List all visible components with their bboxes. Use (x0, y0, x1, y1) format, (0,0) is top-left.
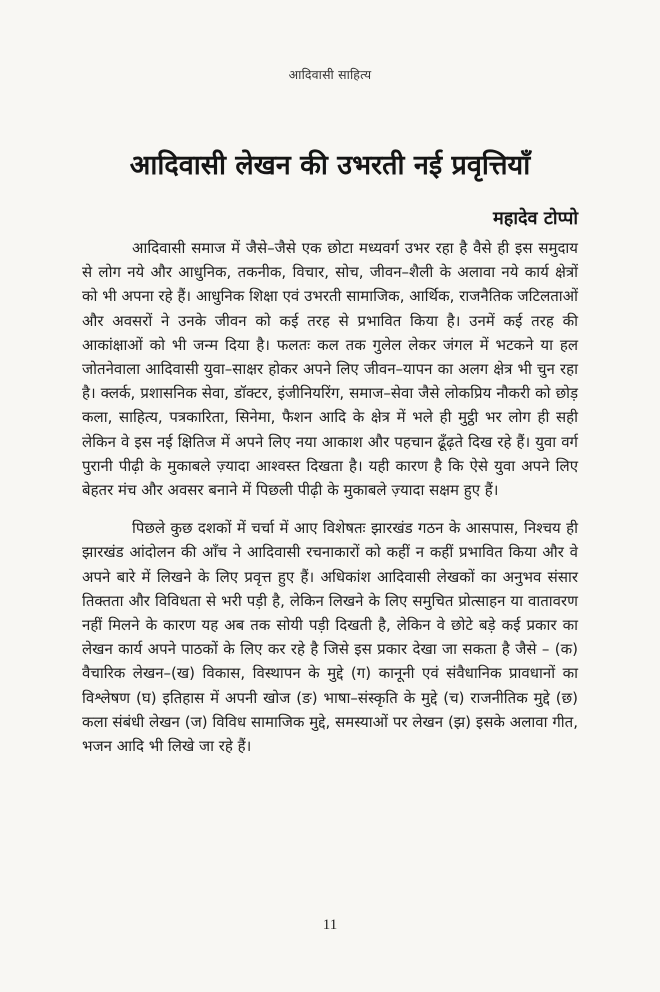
article-body (82, 236, 578, 758)
page-number: 11 (322, 917, 338, 933)
running-header: आदिवासी साहित्य (288, 67, 372, 82)
paragraph-1: आदिवासी समाज में जैसे–जैसे एक छोटा मध्यवर्ग उभर रहा है वैसे ही इस समुदाय से लोग नये और आधुनिक, तकनीक, विचार, सोच, जीवन–शैली के अलावा नये कार्य क्षेत्रों को भी अपना रहे हैं। आधुनिक शिक्षा एवं उभरती सामाजिक, आर्थिक, राजनैतिक जटिलताओं और अवसरों ने उनके जीवन को कई तरह से प्रभावित किया है। उनमें कई तरह की आकांक्षाओं को भी जन्म दिया है। फलतः कल तक गुलेल लेकर जंगल में भटकने या हल जोतनेवाला आदिवासी युवा–साक्षर होकर अपने लिए जीवन–यापन का अलग क्षेत्र भी चुन रहा है। क्लर्क, प्रशासनिक सेवा, डॉक्टर, इंजीनियरिंग, समाज–सेवा जैसे लोकप्रिय नौकरी को छोड़ कला, साहित्य, पत्रकारिता, सिनेमा, फैशन आदि के क्षेत्र में भले ही मुट्ठी भर लोग ही सही लेकिन वे इस नई क्षितिज में अपने लिए नया आकाश और पहचान ढूँढ़ते दिख रहे हैं। युवा वर्ग पुरानी पीढ़ी के मुकाबले ज़्यादा आश्वस्त दिखता है। यही कारण है कि ऐसे युवा अपने लिए बेहतर मंच और अवसर बनाने में पिछली पीढ़ी के मुकाबले ज़्यादा सक्षम हुए हैं। (82, 239, 578, 500)
article-title: आदिवासी लेखन की उभरती नई प्रवृत्तियाँ (129, 150, 531, 181)
author-name: महादेव टोप्पो (493, 208, 578, 229)
paragraph-2: पिछले कुछ दशकों में चर्चा में आए विशेषतः झारखंड गठन के आसपास, निश्चय ही झारखंड आंदोलन की आँच ने आदिवासी रचनाकारों को कहीं न कहीं प्रभावित किया और वे अपने बारे में लिखने के लिए प्रवृत्त हुए हैं। अधिकांश आदिवासी लेखकों का अनुभव संसार तिक्तता और विविधता से भरी पड़ी है, लेकिन लिखने के लिए समुचित प्रोत्साहन या वातावरण नहीं मिलने के कारण यह अब तक सोयी पड़ी दिखती है, लेकिन वे छोटे बड़े कई प्रकार का लेखन कार्य अपने पाठकों के लिए कर रहे है जिसे इस प्रकार देखा जा सकता है जैसे – (क) वैचारिक लेखन–(ख) विकास, विस्थापन के मुद्दे (ग) कानूनी एवं संवैधानिक प्रावधानों का विश्लेषण (घ) इतिहास में अपनी खोज (ङ) भाषा–संस्कृति के मुद्दे (च) राजनीतिक मुद्दे (छ) कला संबंधी लेखन (ज) विविध सामाजिक मुद्दे, समस्याओं पर लेखन (झ) इसके अलावा गीत, भजन आदि भी लिखे जा रहे हैं। (82, 519, 578, 756)
